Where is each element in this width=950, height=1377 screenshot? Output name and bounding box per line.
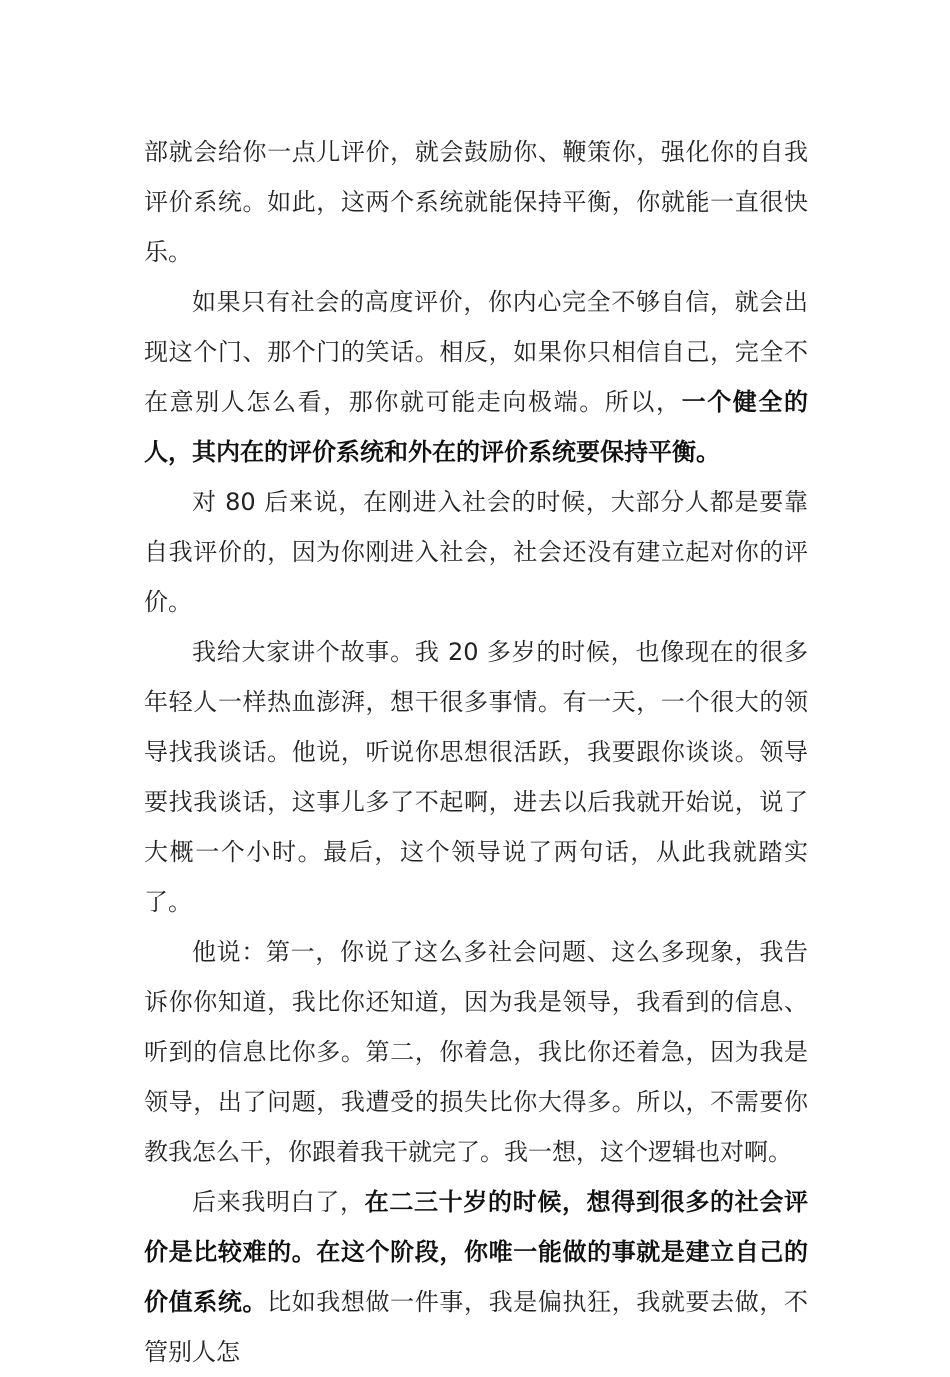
body-text	[144, 127, 808, 1377]
paragraph	[144, 127, 808, 277]
text-segment: 比如我想做一件事，我是偏执狂，我就要去做，不管别人怎	[144, 1288, 808, 1366]
paragraph	[144, 277, 808, 477]
text-segment: 对 80 后来说，在刚进入社会的时候，大部分人都是要靠自我评价的，因为你刚进入社会，社会还没有建立起对你的评价。	[144, 488, 808, 616]
paragraph	[144, 927, 808, 1177]
bold-text-segment: 一个健全的人，其内在的评价系统和外在的评价系统要保持平衡。	[144, 388, 809, 466]
paragraph	[144, 1177, 808, 1377]
bold-text-segment: 在二三十岁的时候，想得到很多的社会评价是比较难的。在这个阶段，你唯一能做的事就是建立自己的价值系统。	[144, 1188, 809, 1316]
text-segment: 部就会给你一点儿评价，就会鼓励你、鞭策你，强化你的自我评价系统。如此，这两个系统就能保持平衡，你就能一直很快乐。	[144, 138, 808, 266]
paragraph	[144, 627, 808, 927]
paragraph	[144, 477, 808, 627]
text-segment: 我给大家讲个故事。我 20 多岁的时候，也像现在的很多年轻人一样热血澎湃，想干很多事情。有一天，一个很大的领导找我谈话。他说，听说你思想很活跃，我要跟你谈谈。领导要找我谈话，这事儿多了不起啊，进去以后我就开始说，说了大概一个小时。最后，这个领导说了两句话，从此我就踏实了。	[144, 638, 808, 916]
text-segment: 他说：第一，你说了这么多社会问题、这么多现象，我告诉你你知道，我比你还知道，因为我是领导，我看到的信息、听到的信息比你多。第二，你着急，我比你还着急，因为我是领导，出了问题，我遭受的损失比你大得多。所以，不需要你教我怎么干，你跟着我干就完了。我一想，这个逻辑也对啊。	[144, 938, 808, 1166]
text-segment: 后来我明白了，	[192, 1188, 365, 1216]
text-segment: 如果只有社会的高度评价，你内心完全不够自信，就会出现这个门、那个门的笑话。相反，如果你只相信自己，完全不在意别人怎么看，那你就可能走向极端。所以，	[144, 288, 808, 416]
